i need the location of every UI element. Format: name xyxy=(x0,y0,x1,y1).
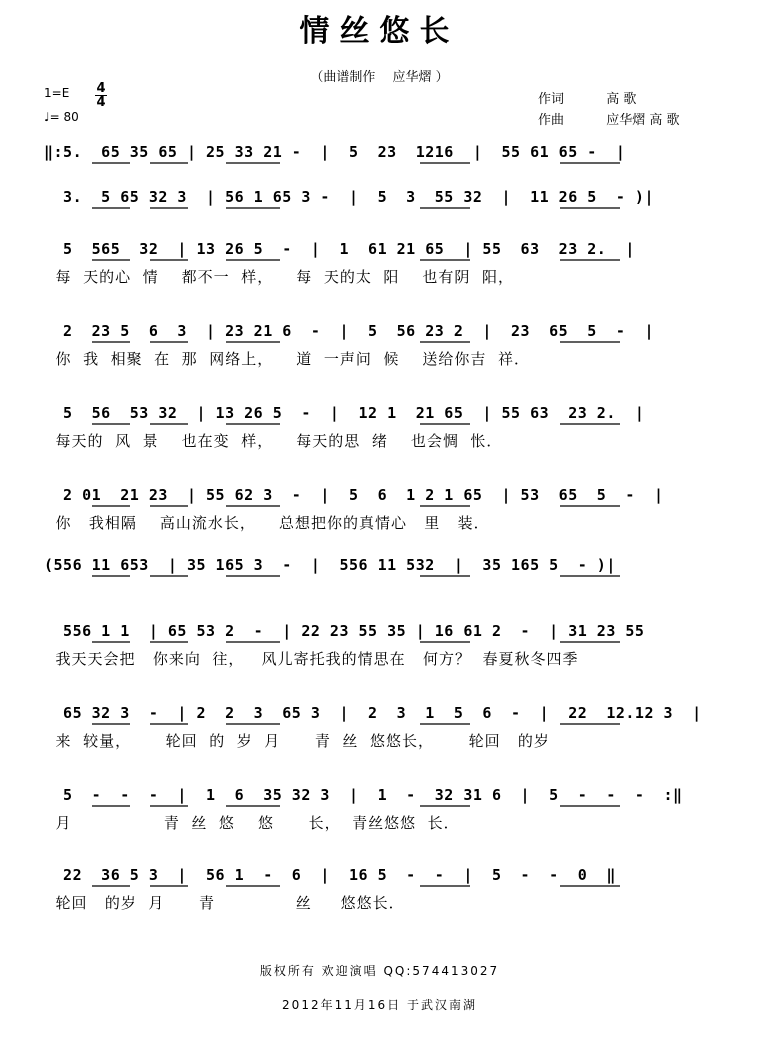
score-line xyxy=(0,404,759,494)
score-line xyxy=(0,786,759,876)
date-line: 2012年11月16日 于武汉南湖 xyxy=(282,998,477,1012)
notation-line: 65 32 3 - | 2 2 3 65 3 | 2 3 1 5 6 - | 22 12.12 3 | xyxy=(44,704,702,722)
lyric-line: 每 天的心 情 都不一 样， 每 天的太 阳 也有阴 阳， xyxy=(44,268,514,286)
notation-line: 5 565 32 | 13 26 5 - | 1 61 21 65 | 55 63 23 2. | xyxy=(44,240,635,258)
meter-bottom: 4 xyxy=(96,95,106,110)
tempo-marking: ♩= 80 xyxy=(44,110,79,124)
lyric-line: 来 较量， 轮回 的 岁 月 青 丝 悠悠长， 轮回 的岁 xyxy=(44,732,550,750)
lyric-line: 你 我 相聚 在 那 网络上， 道 一声问 候 送给你吉 祥． xyxy=(44,350,530,368)
lyric-line: 月 青 丝 悠 悠 长， 青丝悠悠 长． xyxy=(44,814,460,832)
lyricist-line xyxy=(538,88,636,107)
score-line xyxy=(0,866,759,956)
meter-top: 4 xyxy=(96,81,106,96)
notation-line: 556 1 1 | 65 53 2 - | 22 23 55 35 | 16 61 2 - | 31 23 55 xyxy=(44,622,645,640)
notation-line: ‖:5. 65 35 65 | 25 33 21 - | 5 23 1216 | 55 61 65 - | xyxy=(44,143,626,161)
notation-line: (556 11 653 | 35 165 3 - | 556 11 532 | 35 165 5 - )| xyxy=(44,556,616,574)
score-maker: （曲谱制作 应华熠 ） xyxy=(310,70,449,85)
lyricist-name: 高 歌 xyxy=(606,92,637,107)
copyright-line: 版权所有 欢迎演唱 QQ:574413027 xyxy=(259,964,500,978)
composer-line xyxy=(538,109,680,128)
lyric-line: 轮回 的岁 月 青 丝 悠悠长． xyxy=(44,894,405,912)
score-line xyxy=(0,704,759,794)
lyric-line: 我天天会把 你来向 往， 风儿寄托我的情思在 何方？ 春夏秋冬四季 xyxy=(44,650,579,668)
key-signature: 1=E xyxy=(44,86,70,100)
notation-line: 22 36 5 3 | 56 1 - 6 | 16 5 - - | 5 - - 0 ‖ xyxy=(44,866,616,884)
notation-line: 5 - - - | 1 6 35 32 3 | 1 - 32 31 6 | 5 - - - :‖ xyxy=(44,786,683,804)
lyricist-label: 作词 xyxy=(538,92,565,107)
notation-line: 2 23 5 6 3 | 23 21 6 - | 5 56 23 2 | 23 65 5 - | xyxy=(44,322,654,340)
lyric-line: 你 我相隔 高山流水长， 总想把你的真情心 里 装． xyxy=(44,514,490,532)
score-line xyxy=(0,322,759,412)
score-line xyxy=(0,622,759,712)
time-signature xyxy=(95,82,107,109)
lyric-line: 每天的 风 景 也在变 样， 每天的思 绪 也会惆 怅． xyxy=(44,432,503,450)
composer-label: 作曲 xyxy=(538,113,565,128)
notation-line: 2 01 21 23 | 55 62 3 - | 5 6 1 2 1 65 | 53 65 5 - | xyxy=(44,486,664,504)
score-line xyxy=(0,240,759,330)
notation-line: 3. 5 65 32 3 | 56 1 65 3 - | 5 3 55 32 | 11 26 5 - )| xyxy=(44,188,654,206)
notation-line: 5 56 53 32 | 13 26 5 - | 12 1 21 65 | 55 63 23 2. | xyxy=(44,404,645,422)
composer-name: 应华熠 高 歌 xyxy=(606,113,680,128)
song-title: 情丝悠长 xyxy=(299,14,460,49)
